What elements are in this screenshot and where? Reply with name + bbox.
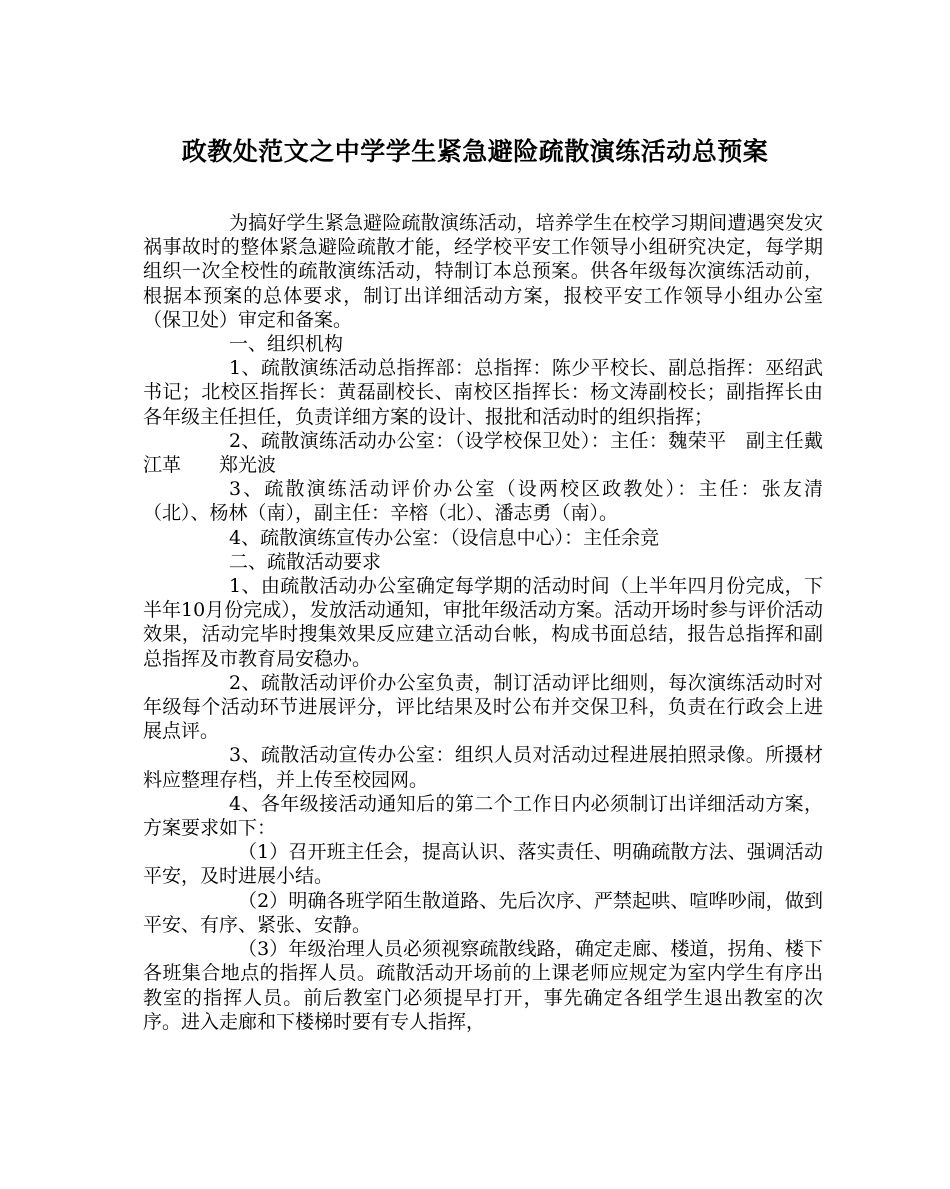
org-item-4: 4、疏散演练宣传办公室：（设信息中心）：主任余竞 — [229, 526, 660, 549]
document-title: 政教处范文之中学学生紧急避险疏散演练活动总预案 — [181, 137, 769, 166]
org-item-1: 1、疏散演练活动总指挥部：总指挥：陈少平校长、副总指挥：巫绍武书记；北校区指挥长：黄磊副校长、南校区指挥长：杨文涛副校长；副指挥长由各年级主任担任，负责详细方案的设计、报批和活动时的组织指挥； — [143, 357, 823, 428]
plan-sub-item-2: （2）明确各班学陌生散道路、先后次序、严禁起哄、喧哗吵闹，做到平安、有序、紧张、安静。 — [143, 889, 823, 936]
requirement-item-2: 2、疏散活动评价办公室负责，制订活动评比细则，每次演练活动时对年级每个活动环节进展评分，评比结果及时公布并交保卫科，负责在行政会上进展点评。 — [143, 671, 823, 743]
org-item-3: 3、疏散演练活动评价办公室（设两校区政教处）：主任：张友清（北）、杨林（南），副主任：辛榕（北）、潘志勇（南）。 — [143, 478, 823, 525]
document-body — [143, 211, 823, 1034]
requirement-item-1: 1、由疏散活动办公室确定每学期的活动时间（上半年四月份完成，下半年10月份完成），发放活动通知，审批年级活动方案。活动开场时参与评价活动效果，活动完毕时搜集效果反应建立活动台帐，构成书面总结，报告总指挥和副总指挥及市教育局安稳办。 — [143, 575, 823, 670]
intro-paragraph: 为搞好学生紧急避险疏散演练活动，培养学生在校学习期间遭遇突发灾祸事故时的整体紧急避险疏散才能，经学校平安工作领导小组研究决定，每学期组织一次全校性的疏散演练活动，特制订本总预案。供各年级每次演练活动前，根据本预案的总体要求，制订出详细活动方案，报校平安工作领导小组办公室（保卫处）审定和备案。 — [143, 212, 823, 331]
plan-sub-item-1: （1）召开班主任会，提高认识、落实责任、明确疏散方法、强调活动平安，及时进展小结。 — [143, 841, 823, 888]
section-heading-organization: 一、组织机构 — [229, 333, 344, 356]
plan-sub-item-3: （3）年级治理人员必须视察疏散线路，确定走廊、楼道，拐角、楼下各班集合地点的指挥人员。疏散活动开场前的上课老师应规定为室内学生有序出教室的指挥人员。前后教室门必须提早打开，事先确定各组学生退出教室的次序。进入走廊和下楼梯时要有专人指挥， — [143, 938, 823, 1033]
section-heading-requirements: 二、疏散活动要求 — [229, 550, 382, 573]
requirement-item-3: 3、疏散活动宣传办公室：组织人员对活动过程进展拍照录像。所摄材料应整理存档，并上传至校园网。 — [143, 744, 823, 791]
org-item-2: 2、疏散演练活动办公室：（设学校保卫处）：主任：魏荣平 副主任戴江革 郑光波 — [143, 429, 823, 477]
requirement-item-4: 4、各年级接活动通知后的第二个工作日内必须制订出详细活动方案，方案要求如下： — [143, 792, 823, 840]
